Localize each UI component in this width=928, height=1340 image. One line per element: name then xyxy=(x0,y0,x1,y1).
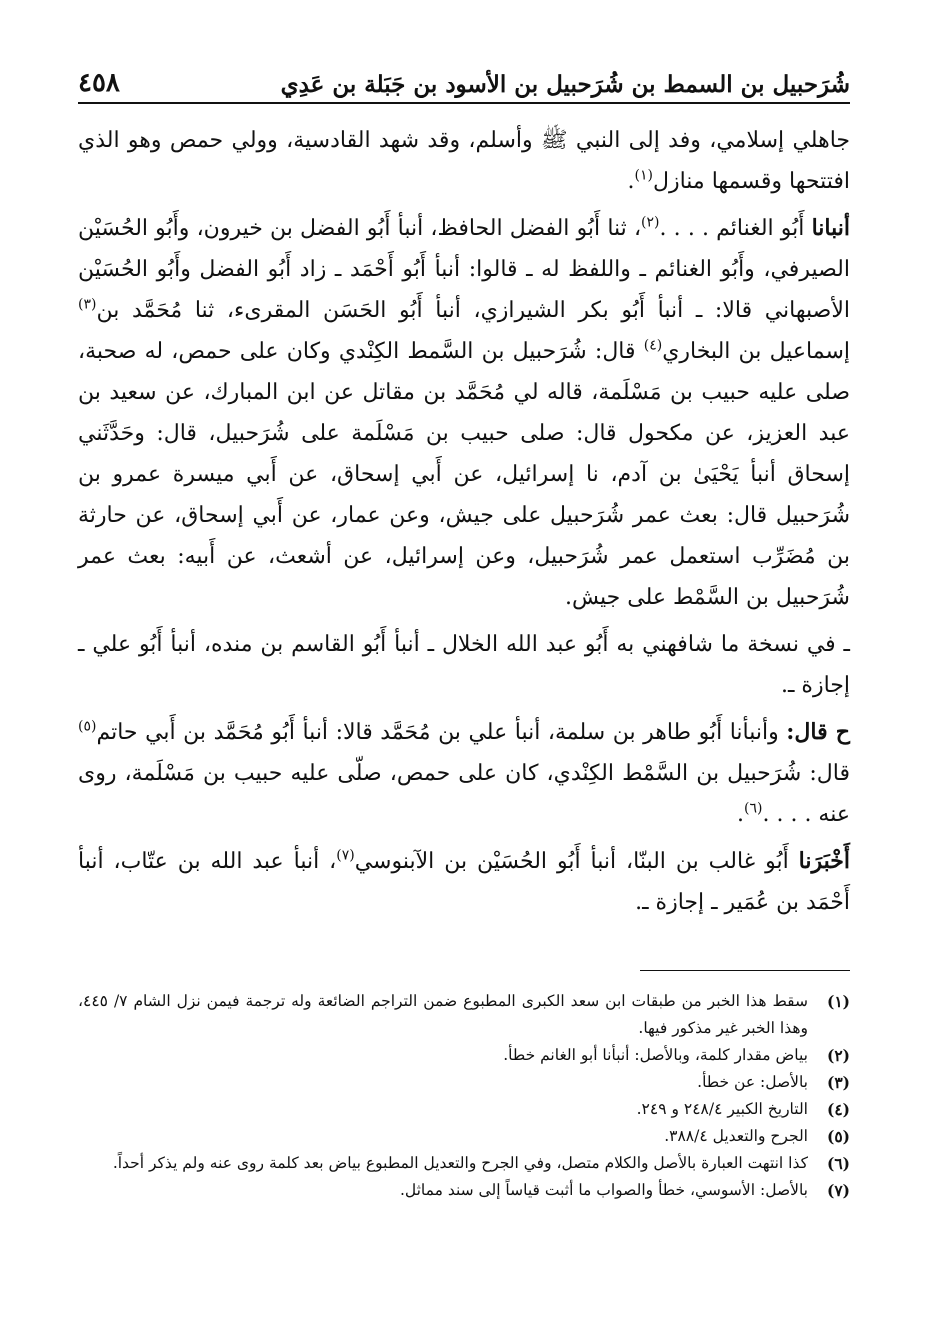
footnote-text: سقط هذا الخبر من طبقات ابن سعد الكبرى المطبوع ضمن التراجم الضائعة وله ترجمة فيمن نزل الشام ٧/ ٤٤٥، وهذا الخبر غير مذكور فيها. xyxy=(78,992,808,1037)
paragraph-3 xyxy=(78,624,850,706)
footnote-item xyxy=(78,1123,850,1150)
paragraph-text: . xyxy=(627,169,635,194)
footnote-ref: (٦) xyxy=(744,800,763,817)
footnote-mark: (٦) xyxy=(826,1154,850,1173)
footnote-text: بالأصل: الأسوسي، خطأ والصواب ما أثبت قياساً إلى سند مماثل. xyxy=(399,1181,808,1199)
footnote-mark: (٥) xyxy=(826,1127,850,1146)
running-title: شُرَحبيل بن السمط بن شُرَحبيل بن الأسود بن جَبَلة بن عَدِي xyxy=(280,71,850,98)
footnote-ref: (١) xyxy=(634,167,653,184)
paragraph-text: وأنبأنا أَبُو طاهر بن سلمة، أنبأ علي بن مُحَمَّد قالا: أنبأ أَبُو مُحَمَّد بن أَبي حاتم xyxy=(96,720,779,745)
paragraph-text: قال: شُرَحبيل بن السَّمْط الكِنْدي، كان على حمص، صلّى عليه حبيب بن مَسْلَمة، روى عنه . . . . xyxy=(78,761,850,827)
footnote-ref: (٥) xyxy=(78,718,97,735)
footnote-text: بياض مقدار كلمة، وبالأصل: أنبأنا أبو الغانم خطأ. xyxy=(503,1046,808,1064)
footnote-item xyxy=(78,1150,850,1177)
paragraph-4 xyxy=(78,712,850,835)
isnad-lead: ح قال: xyxy=(786,719,851,745)
footnote-mark: (٤) xyxy=(826,1100,850,1119)
footnote-text: بالأصل: عن خطأ. xyxy=(697,1073,808,1091)
footnote-item xyxy=(78,1069,850,1096)
paragraph-text: أَبُو الغنائم . . . . xyxy=(659,216,805,241)
footnotes xyxy=(78,988,850,1204)
paragraph-2 xyxy=(78,208,850,618)
footnote-mark: (١) xyxy=(826,992,850,1011)
isnad-lead: أنبانا xyxy=(811,215,850,241)
footnote-item xyxy=(78,988,850,1042)
paragraph-text: جاهلي إسلامي، وفد إلى النبي ﷺ وأسلم، وقد شهد القادسية، وولي حمص وهو الذي افتتحها وقسمها منازل xyxy=(78,128,850,194)
paragraph-text: ، أنبأ عبد الله بن عتّاب، أنبأ أَحْمَد بن عُمَير ـ إجازة ـ. xyxy=(78,849,850,915)
page-header xyxy=(78,58,850,104)
footnote-ref: (٣) xyxy=(78,296,97,313)
footnote-divider xyxy=(640,970,850,971)
footnote-item xyxy=(78,1096,850,1123)
paragraph-1 xyxy=(78,120,850,202)
paragraph-text: إسماعيل بن البخاري xyxy=(662,339,850,364)
paragraph-text: ـ في نسخة ما شافهني به أَبُو عبد الله الخلال ـ أنبأ أَبُو القاسم بن منده، أنبأ أَبُو علي ـ إجازة ـ. xyxy=(78,632,850,698)
footnote-text: الجرح والتعديل ٣٨٨/٤. xyxy=(664,1127,808,1145)
footnote-ref: (٧) xyxy=(336,847,355,864)
paragraph-text: . xyxy=(737,802,745,827)
isnad-lead: أَخْبَرَنا xyxy=(798,848,850,874)
footnote-item xyxy=(78,1177,850,1204)
paragraph-text: ، ثنا أَبُو الفضل الحافظ، أنبأ أَبُو الفضل بن خيرون، وأَبُو الحُسَيْن الصيرفي، وأَبُو الغنائم ـ واللفظ له ـ قالوا: أنبأ أَبُو أَحْمَد ـ زاد أَبُو الفضل وأَبُو الحُسَيْن الأصبهاني قالا: ـ أنبأ أَبُو بكر الشيرازي، أنبأ أَبُو الحَسَن المقرىء، ثنا مُحَمَّد بن xyxy=(78,216,850,323)
footnote-ref: (٤) xyxy=(643,337,663,354)
paragraph-text: أَبُو غالب بن البنّا، أنبأ أَبُو الحُسَيْن بن الآبنوسي xyxy=(354,849,789,874)
footnote-text: التاريخ الكبير ٢٤٨/٤ و ٢٤٩. xyxy=(636,1100,808,1118)
main-text xyxy=(78,120,850,929)
page-number: ٤٥٨ xyxy=(78,68,120,98)
footnote-item xyxy=(78,1042,850,1069)
footnote-text: كذا انتهت العبارة بالأصل والكلام متصل، وفي الجرح والتعديل المطبوع بياض بعد كلمة روى عنه ولم يذكر أحداً. xyxy=(112,1154,808,1172)
paragraph-text: قال: شُرَحبيل بن السَّمط الكِنْدي وكان على حمص، له صحبة، صلى عليه حبيب بن مَسْلَمة، قاله لي مُحَمَّد بن مقاتل عن ابن المبارك، عن سعيد بن عبد العزيز، عن مكحول قال: صلى حبيب بن مَسْلَمة على شُرَحبيل، قال: وحَدَّثَني إسحاق أنبأ يَحْيَىٰ بن آدم، نا إسرائيل، عن أَبي إسحاق، عن أَبي ميسرة عمرو بن شُرَحبيل قال: بعث عمر شُرَحبيل على جيش، وعن عمار، عن أَبي إسحاق، عن حارثة بن مُضَرِّب استعمل عمر شُرَحبيل، وعن إسرائيل، عن أشعث، عن أَبيه: بعث عمر شُرَحبيل بن السَّمْط على جيش. xyxy=(78,339,851,610)
footnote-ref: (٢) xyxy=(641,214,660,231)
paragraph-5 xyxy=(78,841,850,923)
footnote-mark: (٢) xyxy=(826,1046,850,1065)
footnote-mark: (٧) xyxy=(826,1181,850,1200)
footnote-mark: (٣) xyxy=(826,1073,850,1092)
